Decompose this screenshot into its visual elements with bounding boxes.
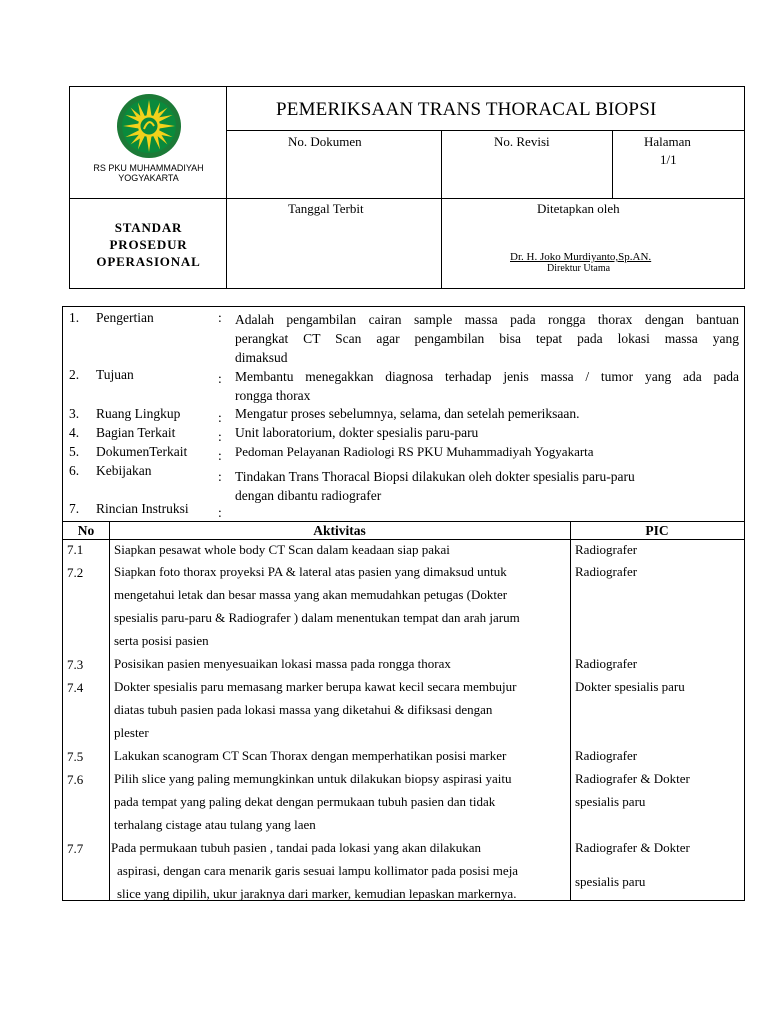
table-column-divider xyxy=(109,522,110,900)
item-value xyxy=(235,310,739,367)
document-title: PEMERIKSAAN TRANS THORACAL BIOPSI xyxy=(276,99,657,120)
item-value-line: Pedoman Pelayanan Radiologi RS PKU Muhammadiyah Yogyakarta xyxy=(235,444,594,459)
item-value-line: dengan dibantu radiografer xyxy=(235,488,382,503)
hospital-name xyxy=(70,163,227,183)
item-number: 4. xyxy=(69,425,80,440)
activity-description xyxy=(114,652,554,675)
sop-label-line: OPERASIONAL xyxy=(96,254,201,269)
activity-line: terhalang cistage atau tulang yang laen xyxy=(114,817,316,832)
activity-line: Pada permukaan tubuh pasien , tandai pada lokasi yang akan dilakukan xyxy=(111,840,482,855)
sop-label-line: PROSEDUR xyxy=(109,237,188,252)
pic-line: Radiografer xyxy=(575,656,638,671)
item-value-line: dimaksud xyxy=(235,350,288,365)
item-value xyxy=(235,467,739,505)
activity-line: pada tempat yang paling dekat dengan permukaan tubuh pasien dan tidak xyxy=(114,794,496,809)
row-number: 7.1 xyxy=(67,542,84,557)
activity-line: slice yang dipilih, ukur jaraknya dari marker, kemudian lepaskan markernya. xyxy=(117,886,517,901)
item-label: DokumenTerkait xyxy=(96,444,188,459)
item-label: Pengertian xyxy=(96,310,154,325)
item-value-line: Mengatur proses sebelumnya, selama, dan setelah pemeriksaan. xyxy=(235,406,580,421)
item-value xyxy=(235,404,739,423)
hospital-name-line: YOGYAKARTA xyxy=(118,173,179,183)
document-header xyxy=(69,86,745,289)
pic-line: spesialis paru xyxy=(575,874,646,889)
activity-pic xyxy=(575,560,735,583)
item-colon: : xyxy=(218,410,222,425)
row-number: 7.5 xyxy=(67,749,84,764)
muhammadiyah-logo-icon xyxy=(116,93,182,159)
item-colon: : xyxy=(218,448,222,463)
pic-line: Radiografer xyxy=(575,542,638,557)
item-value-line: Membantu menegakkan diagnosa terhadap jenis massa / tumor yang ada pada xyxy=(235,369,739,384)
row-number: 7.7 xyxy=(67,841,84,856)
activity-line: spesialis paru-paru & Radiografer ) dalam menentukan tempat dan arah jarum xyxy=(114,610,520,625)
activity-pic xyxy=(575,767,735,813)
item-number: 6. xyxy=(69,463,80,478)
row-number: 7.4 xyxy=(67,680,84,695)
pic-line: Radiografer & Dokter xyxy=(575,840,690,855)
item-number: 7. xyxy=(69,501,80,516)
activity-line: plester xyxy=(114,725,149,740)
pic-line: Radiografer xyxy=(575,564,638,579)
activity-line: Posisikan pasien menyesuaikan lokasi massa pada rongga thorax xyxy=(114,656,451,671)
item-value-line: rongga thorax xyxy=(235,388,311,403)
signer-title: Direktur Utama xyxy=(547,263,611,274)
row-number: 7.6 xyxy=(67,772,84,787)
activity-pic xyxy=(575,744,735,767)
item-colon: : xyxy=(218,371,222,386)
header-divider xyxy=(441,198,442,288)
header-divider xyxy=(441,130,442,198)
table-column-divider xyxy=(570,522,571,900)
tanggal-terbit-label: Tanggal Terbit xyxy=(288,201,364,216)
item-colon: : xyxy=(218,310,222,325)
row-number: 7.3 xyxy=(67,657,84,672)
halaman-label: Halaman xyxy=(644,134,691,149)
hospital-logo-cell xyxy=(70,87,227,198)
activity-line: Siapkan foto thorax proyeksi PA & lateral atas pasien yang dimaksud untuk xyxy=(114,564,507,579)
column-header-aktivitas: Aktivitas xyxy=(313,523,366,538)
header-divider xyxy=(612,130,613,198)
activity-description xyxy=(114,767,554,836)
pic-line: Radiografer xyxy=(575,748,638,763)
halaman-value: 1/1 xyxy=(660,152,677,167)
activity-description xyxy=(114,675,554,744)
activity-line: diatas tubuh pasien pada lokasi massa yang diketahui & difiksasi dengan xyxy=(114,702,493,717)
activity-line: Siapkan pesawat whole body CT Scan dalam keadaan siap pakai xyxy=(114,542,450,557)
item-number: 2. xyxy=(69,367,80,382)
row-number: 7.2 xyxy=(67,565,84,580)
sop-info-box xyxy=(62,306,745,522)
item-label: Ruang Lingkup xyxy=(96,406,181,421)
item-colon: : xyxy=(218,429,222,444)
item-value xyxy=(235,367,739,405)
item-label: Bagian Terkait xyxy=(96,425,176,440)
sop-label xyxy=(70,219,227,270)
no-dokumen-label: No. Dokumen xyxy=(288,134,362,149)
item-label: Rincian Instruksi xyxy=(96,501,189,516)
activity-description xyxy=(111,836,551,905)
item-label: Tujuan xyxy=(96,367,134,382)
activity-pic xyxy=(575,538,735,561)
item-colon: : xyxy=(218,505,222,520)
column-header-no: No xyxy=(77,523,95,538)
ditetapkan-oleh-label: Ditetapkan oleh xyxy=(537,201,620,216)
activity-description xyxy=(114,744,554,767)
item-value xyxy=(235,442,739,461)
pic-line: spesialis paru xyxy=(575,794,646,809)
item-colon: : xyxy=(218,469,222,484)
item-number: 3. xyxy=(69,406,80,421)
sop-label-line: STANDAR xyxy=(114,220,183,235)
item-value xyxy=(235,423,739,442)
item-label: Kebijakan xyxy=(96,463,152,478)
item-value-line: Adalah pengambilan cairan sample massa pada rongga thorax dengan bantuan xyxy=(235,312,739,327)
header-divider xyxy=(70,198,744,199)
activity-description xyxy=(114,560,554,652)
item-value-line: Tindakan Trans Thoracal Biopsi dilakukan oleh dokter spesialis paru-paru xyxy=(235,469,635,484)
signer-name: Dr. H. Joko Murdiyanto,Sp.AN. xyxy=(510,251,652,263)
activity-line: mengetahui letak dan besar massa yang akan memudahkan petugas (Dokter xyxy=(114,587,508,602)
activity-line: serta posisi pasien xyxy=(114,633,209,648)
activity-line: aspirasi, dengan cara menarik garis sesuai lampu kollimator pada posisi meja xyxy=(117,863,519,878)
no-revisi-label: No. Revisi xyxy=(494,134,550,149)
activity-pic xyxy=(575,675,735,698)
item-number: 5. xyxy=(69,444,80,459)
activity-pic xyxy=(575,836,735,893)
activity-table xyxy=(62,521,745,901)
activity-pic xyxy=(575,652,735,675)
item-number: 1. xyxy=(69,310,80,325)
header-divider xyxy=(226,130,744,131)
item-value-line: Unit laboratorium, dokter spesialis paru-paru xyxy=(235,425,479,440)
activity-line: Dokter spesialis paru memasang marker berupa kawat kecil secara membujur xyxy=(114,679,517,694)
activity-line: Pilih slice yang paling memungkinkan untuk dilakukan biopsy aspirasi yaitu xyxy=(114,771,512,786)
pic-line: Radiografer & Dokter xyxy=(575,771,690,786)
activity-description xyxy=(114,538,554,561)
column-header-pic: PIC xyxy=(645,523,669,538)
hospital-name-line: RS PKU MUHAMMADIYAH xyxy=(93,163,204,173)
pic-line: Dokter spesialis paru xyxy=(575,679,685,694)
item-value-line: perangkat CT Scan agar pengambilan bisa tepat pada lokasi massa yang xyxy=(235,331,739,346)
activity-line: Lakukan scanogram CT Scan Thorax dengan memperhatikan posisi marker xyxy=(114,748,507,763)
